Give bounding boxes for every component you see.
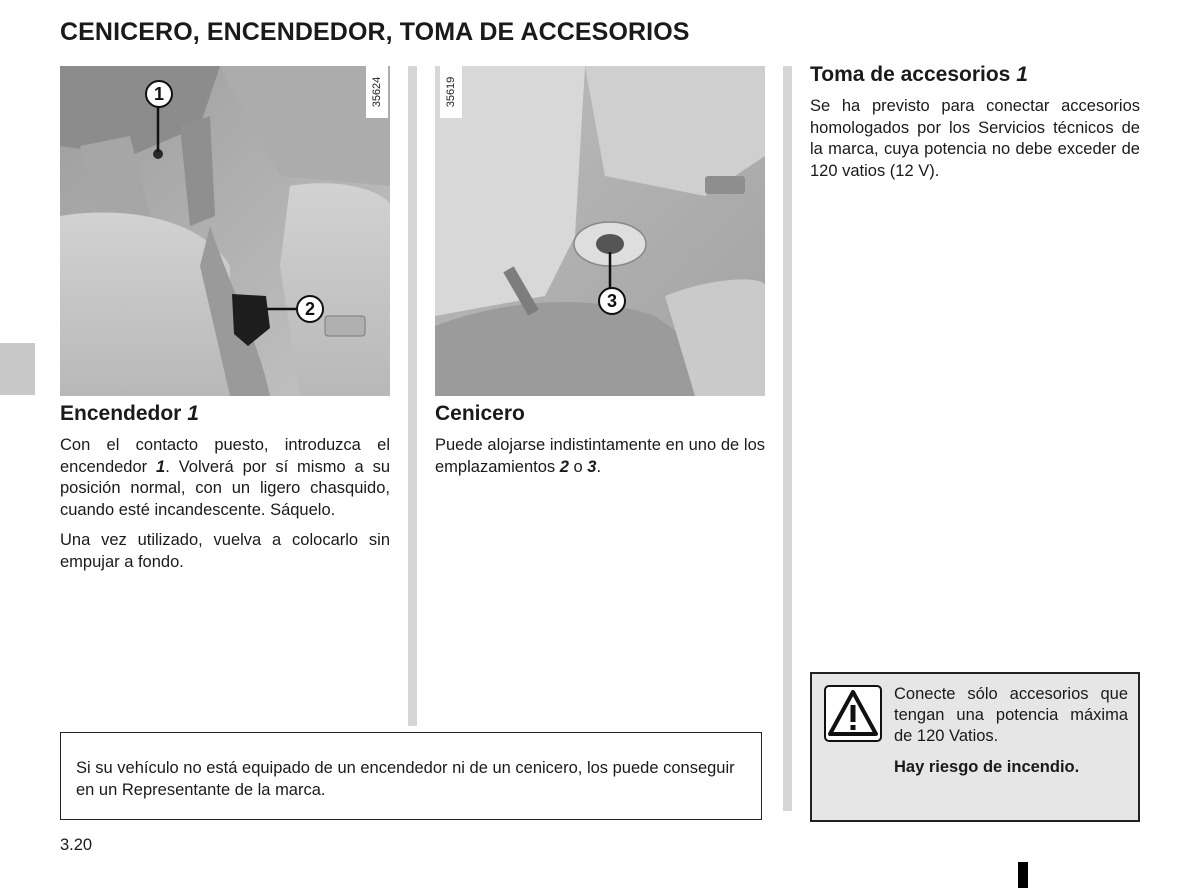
photo-reference-number: 35619: [440, 66, 462, 118]
page-number: 3.20: [60, 836, 93, 854]
encendedor-text: Con el contacto puesto, introduzca el encendedor 1. Volverá por sí mismo a su posición normal, con un ligero chasquido, cuando esté incandescente. Sáquelo. Una vez utilizado, vuelva a colocarlo sin empujar a fondo.: [60, 436, 390, 571]
crop-mark: [1018, 862, 1028, 888]
warning-emphasis: Hay riesgo de incendio.: [894, 758, 1080, 776]
availability-note: Si su vehículo no está equipado de un encendedor ni de un cenicero, los puede conseguir en un Representante de la marca.: [60, 732, 762, 820]
page-title: CENICERO, ENCENDEDOR, TOMA DE ACCESORIOS: [60, 18, 690, 46]
cenicero-text: Puede alojarse indistintamente en uno de los emplazamientos 2 o 3.: [435, 436, 765, 476]
photo-ashtray: [435, 66, 765, 396]
heading-toma-accesorios: Toma de accesorios 1: [810, 63, 1028, 86]
toma-accesorios-text: Se ha previsto para conectar accesorios homologados por los Servicios técnicos de la marca, cuya potencia no debe exceder de 120 vatios (12 V).: [810, 97, 1140, 180]
photo-reference-number: 35624: [366, 66, 388, 118]
callout-2: 2: [296, 295, 324, 323]
column-divider: [408, 66, 417, 726]
heading-cenicero: Cenicero: [435, 402, 525, 425]
section-tab: [0, 343, 35, 395]
photo-lighter: [60, 66, 390, 396]
warning-text: Conecte sólo accesorios que tengan una potencia máxima de 120 Vatios. Hay riesgo de incendio.: [894, 685, 1128, 776]
heading-encendedor: Encendedor 1: [60, 402, 199, 425]
callout-3: 3: [598, 287, 626, 315]
callout-1: 1: [145, 80, 173, 108]
column-divider: [783, 66, 792, 811]
warning-triangle-icon: [824, 685, 882, 742]
warning-box: [810, 672, 1140, 822]
